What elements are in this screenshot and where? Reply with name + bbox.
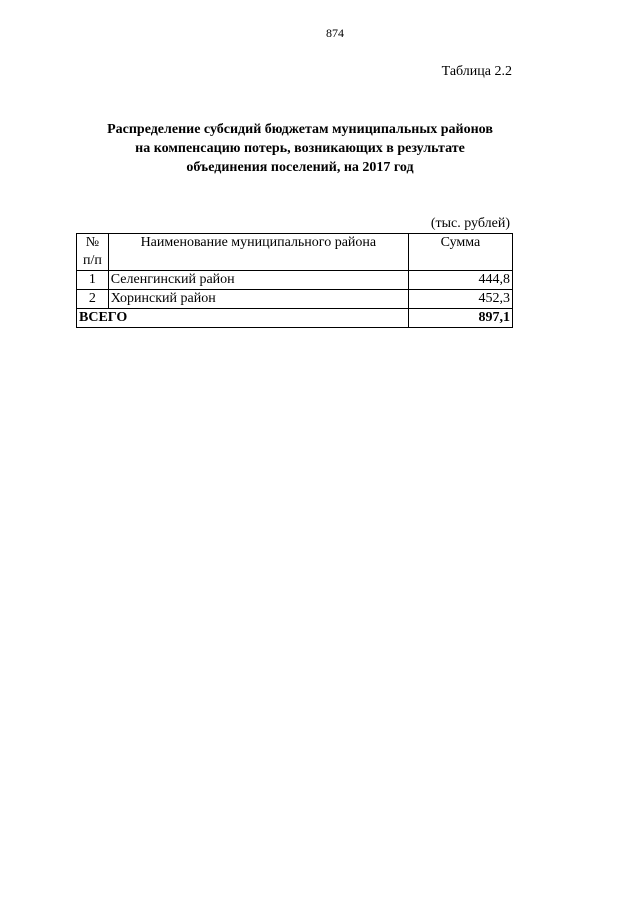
title-line-3: объединения поселений, на 2017 год — [186, 160, 414, 175]
title-line-2: на компенсацию потерь, возникающих в результате — [135, 141, 465, 156]
header-name: Наименование муниципального района — [108, 234, 408, 271]
table-label: Таблица 2.2 — [441, 64, 512, 79]
table-row — [77, 290, 513, 309]
document-title — [0, 120, 600, 177]
header-number-line-1: № — [85, 235, 100, 250]
row-number: 2 — [77, 290, 109, 309]
row-name: Хоринский район — [108, 290, 408, 309]
row-sum: 452,3 — [408, 290, 512, 309]
table-row — [77, 271, 513, 290]
row-name: Селенгинский район — [108, 271, 408, 290]
title-line-1: Распределение субсидий бюджетам муниципальных районов — [107, 122, 493, 137]
total-label: ВСЕГО — [77, 309, 409, 328]
total-row — [77, 309, 513, 328]
row-number: 1 — [77, 271, 109, 290]
header-number-line-2: п/п — [82, 253, 102, 268]
table-header-row — [77, 234, 513, 271]
page-number: 874 — [326, 26, 344, 40]
header-sum: Сумма — [408, 234, 512, 271]
row-sum: 444,8 — [408, 271, 512, 290]
units-label: (тыс. рублей) — [430, 216, 510, 231]
total-sum: 897,1 — [408, 309, 512, 328]
subsidy-table — [76, 233, 513, 328]
header-number — [77, 234, 109, 271]
